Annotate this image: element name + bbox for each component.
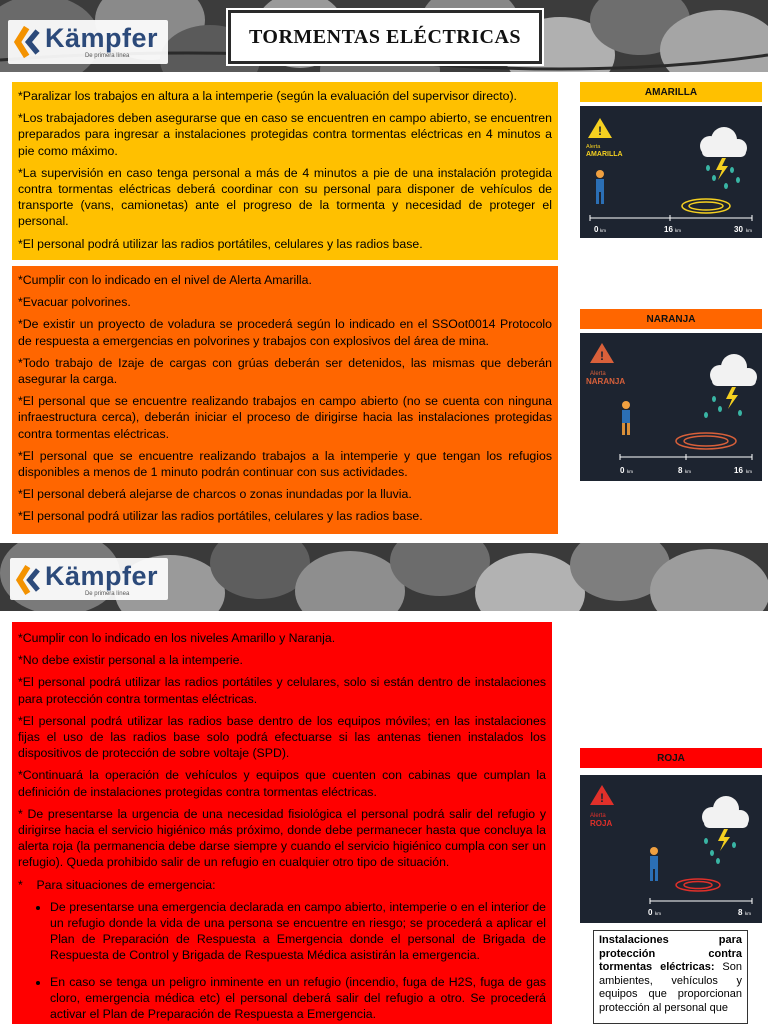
definition-term: Instalaciones para protección contra tormentas eléctricas:: [599, 934, 742, 973]
worker-icon: [650, 847, 658, 881]
orange-alert-panel: [12, 266, 558, 534]
svg-text:!: !: [600, 349, 604, 363]
orange-item: *El personal podrá utilizar las radios portátiles, celulares y las radios base.: [18, 509, 423, 524]
logo-tagline: De primera línea: [84, 53, 130, 59]
scale-tick: 8: [738, 908, 743, 917]
scale-tick: 8: [678, 466, 683, 475]
scale-tick: 0: [620, 466, 625, 475]
yellow-alert-graphic: [580, 106, 762, 238]
company-logo: [10, 558, 168, 600]
emergency-heading: * Para situaciones de emergencia:: [18, 877, 216, 892]
yellow-item: *Los trabajadores deben asegurarse que en caso se encuentren en campo abierto, se encuentren preparados para ingresar a instalaciones protegidas contra tormentas eléctricas en 4 minutos a pie como máximo.: [18, 111, 552, 158]
page-title-box: [228, 10, 542, 64]
red-item: *Cumplir con lo indicado en los niveles Amarillo y Naranja.: [18, 631, 336, 645]
storm-cloud-icon: [702, 796, 749, 864]
scale-tick: 16: [734, 466, 743, 475]
svg-text:!: !: [598, 124, 602, 138]
orange-item: *De existir un proyecto de voladura se procederá según lo indicado en el SSOot0014 Protocolo de respuesta a emergencias en polvorines y trabajos con explosivos del área de mina.: [18, 317, 552, 348]
scale-tick: 0: [648, 908, 653, 917]
red-alert-panel: [12, 622, 552, 1024]
definition-text: Son ambientes, vehículos y equipos que proporcionan protección al personal que: [599, 961, 742, 1014]
svg-text:km: km: [675, 228, 681, 233]
yellow-item: *La supervisión en caso tenga personal a más de 4 minutos a pie de una instalación protegida contra tormentas eléctricas deberá coordinar con su personal para disponer de vehículos de transporte (vans, camionetas) ante el progreso de la tormenta y necesidad de proteger el personal.: [18, 165, 552, 229]
storm-cloud-icon: [704, 354, 757, 418]
orange-item: *El personal que se encuentre realizando trabajos en campo abierto (no se cuenta con ninguna infraestructura cerca), deberán iniciar el proceso de dirigirse hacia las instalaciones protegidas contra tormentas eléctricas.: [18, 394, 552, 441]
alert-word: Alerta: [590, 813, 606, 819]
svg-text:km: km: [600, 228, 606, 233]
scale-tick: 16: [664, 225, 673, 234]
red-item: *Continuará la operación de vehículos y equipos que cuenten con cabinas que cumplan la definición de instalaciones protegidas contra tormentas eléctricas.: [18, 768, 546, 799]
orange-alert-label: NARANJA: [580, 309, 762, 329]
red-item: * De presentarse la urgencia de una necesidad fisiológica el personal podrá salir del refugio y dirigirse hacia el servicio higiénico más próximo, donde debe permanecer hasta que concluya la alerta roja (la permanencia debe darse siempre y cuando el servicio higiénico cumpla con ser un refugio). Queda prohibido salir de un refugio en cualquier otro tipo de situación.: [18, 806, 546, 870]
logo-name: Kämpfer: [44, 561, 158, 591]
logo-mark-icon: [14, 24, 43, 60]
alert-word: Alerta: [590, 371, 606, 377]
red-item: *El personal podrá utilizar las radios portátiles y celulares, solo si están dentro de instalaciones para protección contra tormentas eléctricas.: [18, 675, 546, 706]
alert-level: ROJA: [590, 819, 613, 828]
orange-item: *Evacuar polvorines.: [18, 295, 131, 310]
yellow-item: *Paralizar los trabajos en altura a la intemperie (según la evaluación del supervisor directo).: [18, 89, 517, 103]
top-banner: [0, 0, 768, 72]
orange-item: *Cumplir con lo indicado en el nivel de Alerta Amarilla.: [18, 273, 312, 287]
yellow-alert-panel: [12, 82, 558, 260]
svg-text:km: km: [655, 911, 661, 916]
alert-level: NARANJA: [586, 377, 626, 386]
logo-tagline: De primera línea: [84, 591, 130, 597]
emergency-item: • En caso se tenga un peligro inminente en un refugio (incendio, fuga de H2S, fuga de gas cloro, emergencia médica etc) el personal deberá salir del refugio a otro. Se procederá activar el Plan de Preparación de Respuesta a Emergencia.: [50, 974, 546, 1023]
page-title: TORMENTAS ELÉCTRICAS: [248, 25, 522, 48]
orange-item: *El personal deberá alejarse de charcos o zonas inundadas por la lluvia.: [18, 487, 412, 502]
definition-box: [593, 930, 748, 1024]
scale-tick: 30: [734, 225, 743, 234]
orange-alert-graphic: [580, 333, 762, 481]
middle-banner: [0, 543, 768, 611]
svg-text:km: km: [746, 228, 752, 233]
worker-icon: [596, 170, 604, 204]
red-alert-label: ROJA: [580, 748, 762, 768]
svg-text:km: km: [685, 469, 691, 474]
company-logo: [8, 20, 168, 64]
scale-tick: 0: [594, 225, 599, 234]
red-alert-graphic: [580, 775, 762, 923]
red-item: *No debe existir personal a la intemperie.: [18, 653, 243, 668]
svg-text:km: km: [746, 469, 752, 474]
orange-item: *Todo trabajo de Izaje de cargas con grúas deberán ser detenidos, las mismas que deberán asegurar la carga.: [18, 355, 552, 387]
svg-text:!: !: [600, 791, 604, 805]
logo-name: Kämpfer: [44, 23, 158, 53]
yellow-alert-label: AMARILLA: [580, 82, 762, 102]
yellow-item: *El personal podrá utilizar las radios portátiles, celulares y las radios base.: [18, 236, 423, 251]
red-item: *El personal podrá utilizar las radios base dentro de los equipos móviles; en las instalaciones fijas el uso de las radios base solo podrá efectuarse si las antenas tienen instalados los dispositivos de protección de sobre voltaje (SPD).: [18, 713, 546, 761]
logo-mark-icon: [16, 562, 43, 598]
orange-item: *El personal que se encuentre realizando trabajos a la intemperie y que tengan los refugios disponibles a menos de 1 minuto podrán continuar con sus actividades.: [18, 448, 552, 480]
alert-word: Alerta: [586, 144, 601, 150]
storm-cloud-icon: [700, 127, 747, 189]
svg-text:km: km: [745, 911, 751, 916]
emergency-item: • De presentarse una emergencia declarada en campo abierto, intemperie o en el interior de un refugio donde la vida de una persona se encuentre en riesgo; se procederá a aplicar el Plan de Preparación de Respuesta a Emergencia donde el personal de Brigada de Respuesta de Control y Brigada de Respuesta Médica asistirán la emergencia.: [50, 899, 546, 964]
svg-text:km: km: [627, 469, 633, 474]
alert-level: AMARILLA: [586, 151, 623, 158]
emergency-list: [18, 899, 546, 1022]
worker-icon: [622, 401, 630, 435]
